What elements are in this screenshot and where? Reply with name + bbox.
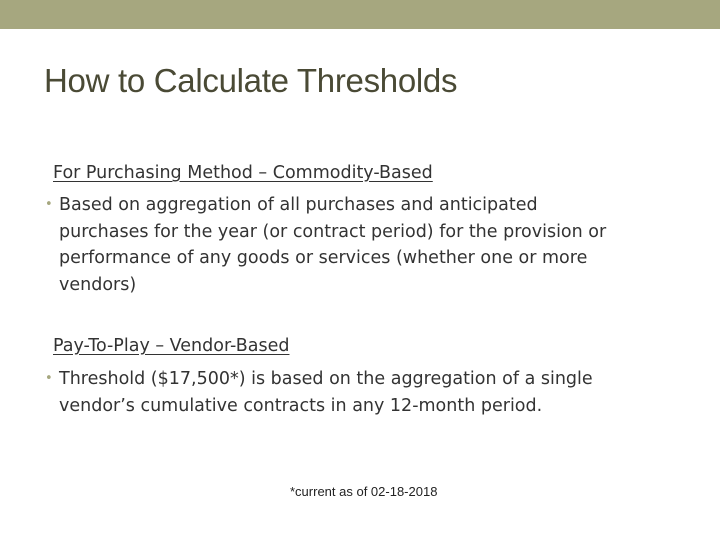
bullet-line: performance of any goods or services (whether one or more [59, 248, 588, 268]
section-heading: For Purchasing Method – Commodity-Based [53, 163, 433, 183]
footnote: *current as of 02-18-2018 [290, 484, 438, 499]
bullet-line: vendors) [59, 274, 137, 295]
bullet-text [59, 192, 709, 298]
bullet-line: Threshold ($17,500*) is based on the aggregation of a single [59, 369, 593, 389]
top-accent-band [0, 0, 720, 29]
bullet-text [59, 366, 709, 419]
bullet-line: purchases for the year (or contract period) for the provision or [59, 221, 607, 242]
bullet-line: Based on aggregation of all purchases and anticipated [59, 195, 538, 215]
bullet-line: vendor’s cumulative contracts in any 12-month period. [59, 395, 543, 416]
bullet-icon: • [45, 197, 53, 212]
bullet-icon: • [45, 371, 53, 386]
slide-title: How to Calculate Thresholds [44, 62, 458, 99]
section-heading: Pay-To-Play – Vendor-Based [53, 336, 290, 356]
